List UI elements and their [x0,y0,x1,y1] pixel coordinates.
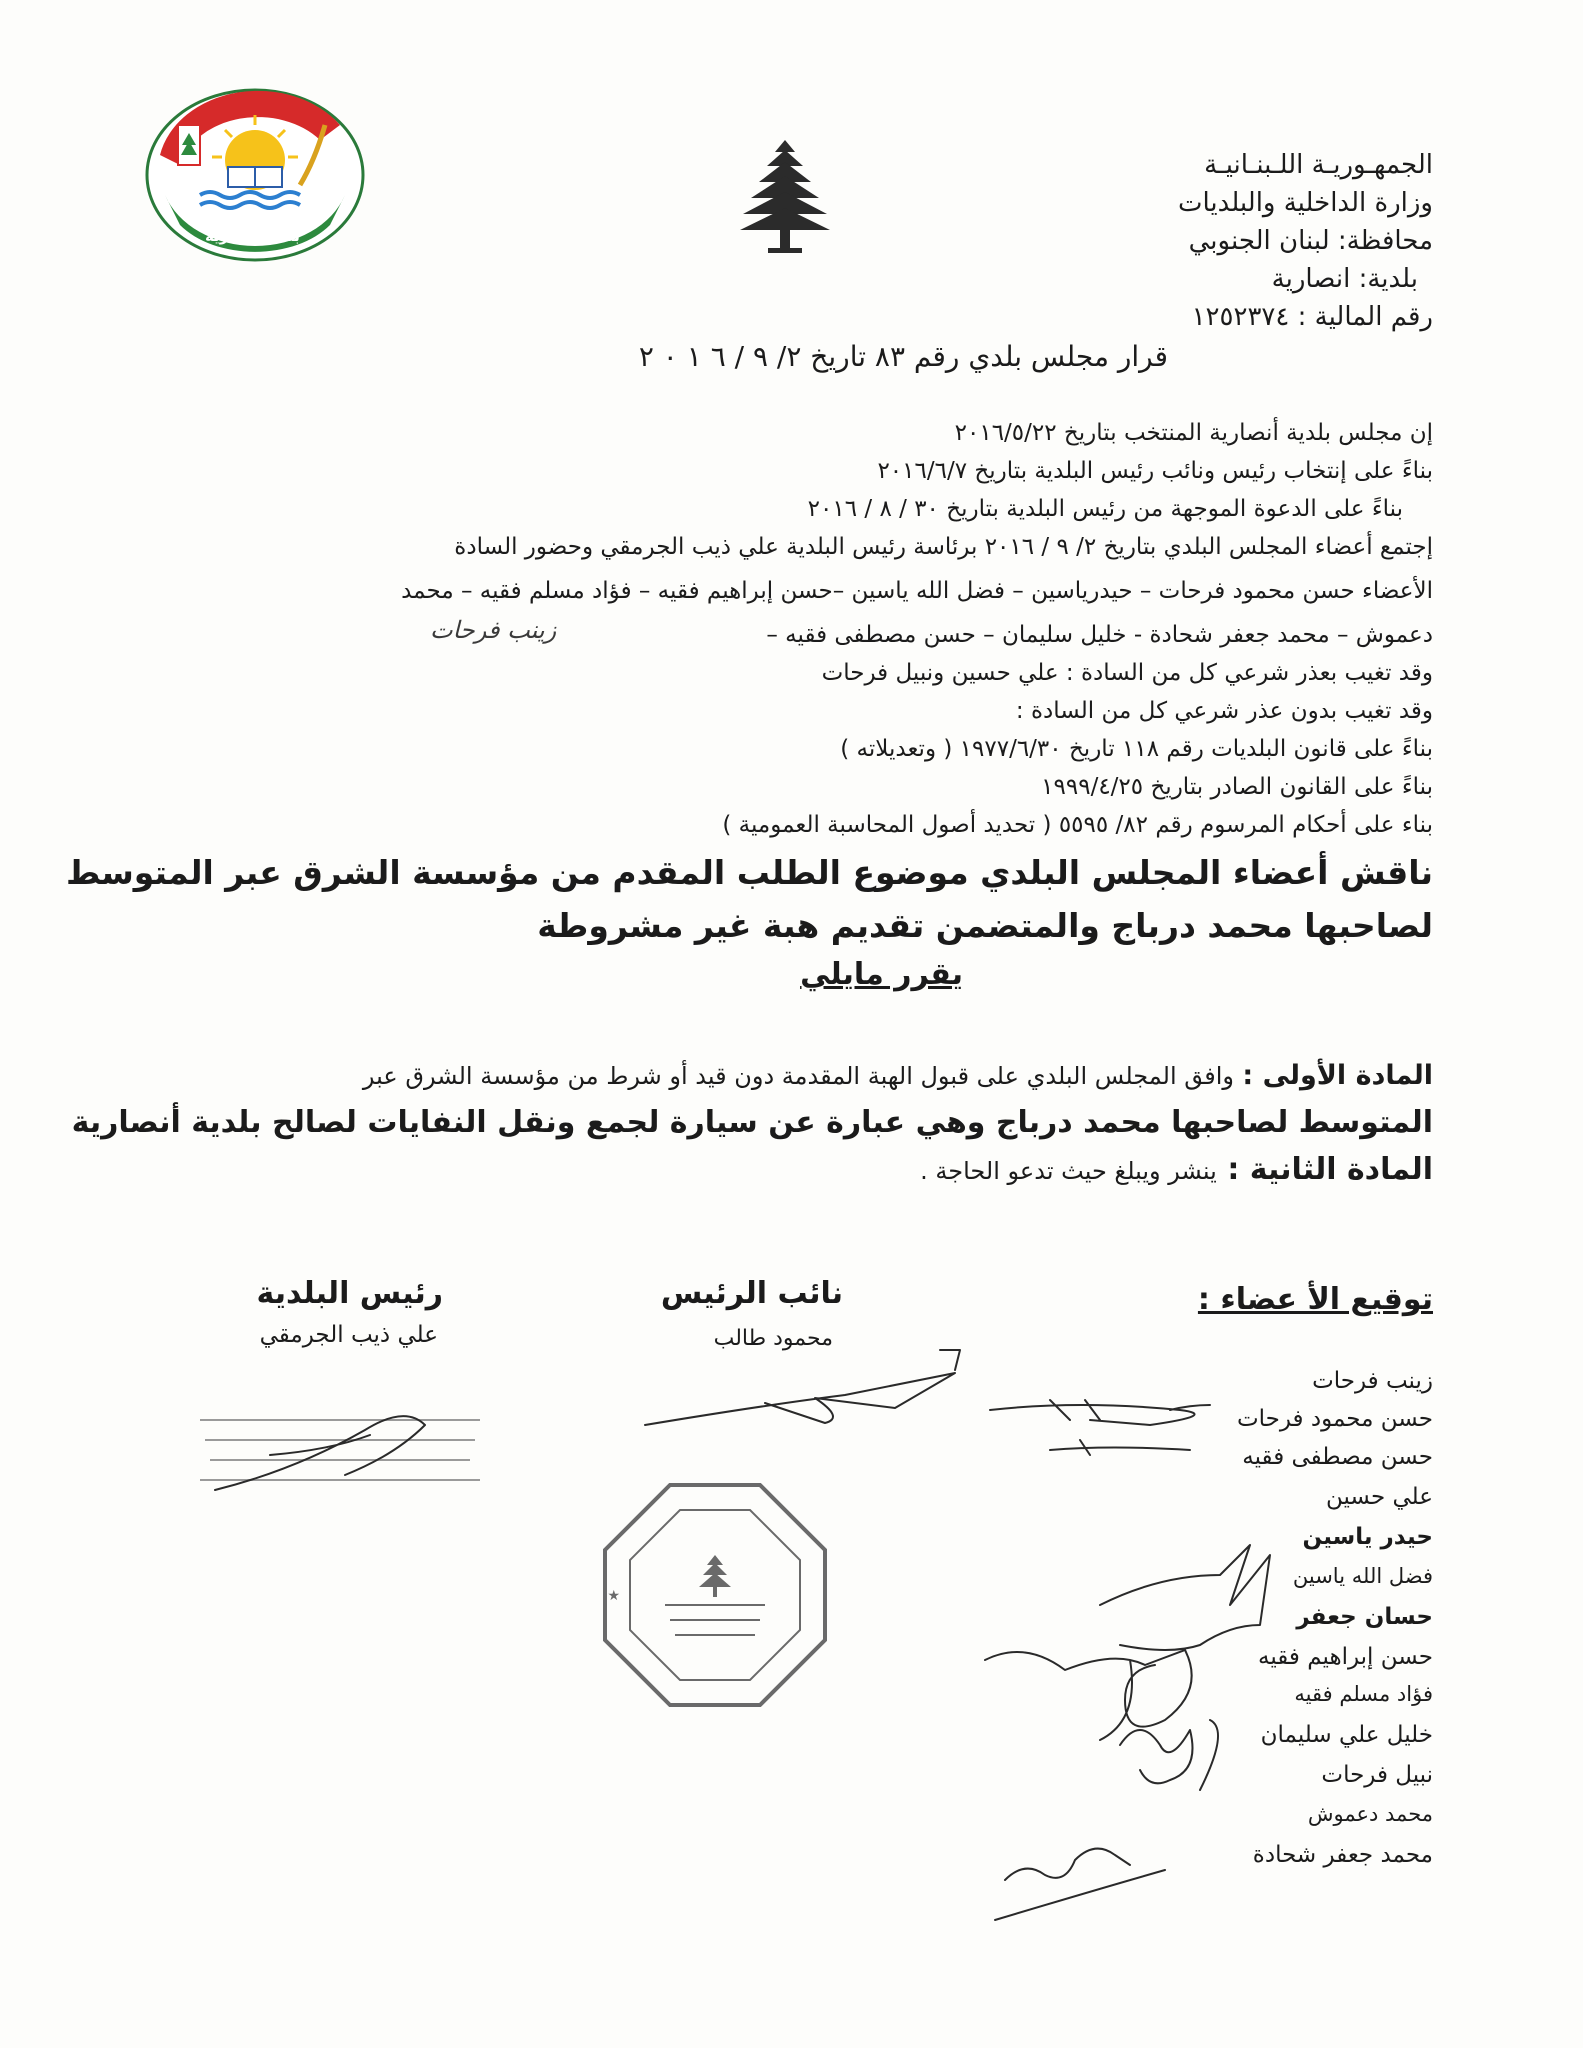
body-line: بناءً على إنتخاب رئيس ونائب رئيس البلدية بتاريخ ٢٠١٦/٦/٧ [877,458,1433,484]
mayor-stamp-signature [200,1420,480,1480]
cedar-icon [740,140,830,255]
vice-president-title: نائب الرئيس [660,1276,843,1311]
member-name: حسن مصطفى فقيه [1242,1444,1433,1470]
header-governorate: محافظة: لبنان الجنوبي [1188,226,1433,256]
body-line: الأعضاء حسن محمود فرحات – حيدرياسين – فضل الله ياسين –حسن إبراهيم فقيه – فؤاد مسلم فقيه – محمد [401,578,1433,604]
member-name: فؤاد مسلم فقيه [1294,1682,1433,1706]
body-line: بناءً على قانون البلديات رقم ١١٨ تاريخ ١٩٧٧/٦/٣٠ ( وتعديلاته ) [840,736,1433,762]
body-line: إجتمع أعضاء المجلس البلدي بتاريخ ٢/ ٩ / ٢٠١٦ برئاسة رئيس البلدية علي ذيب الجرمقي وحضور السادة [454,534,1433,560]
header-finance-number: رقم المالية : ١٢٥٢٣٧٤ [1191,302,1433,332]
mayor-name: علي ذيب الجرمقي [259,1322,438,1348]
vice-president-signature [645,1350,960,1425]
body-line: وقد تغيب بدون عذر شرعي كل من السادة : [1015,698,1433,724]
official-stamp [605,1485,825,1705]
header-municipality: بلدية: انصارية [1271,264,1418,294]
article-text: ينشر ويبلغ حيث تدعو الحاجة . [920,1157,1217,1185]
vice-president-name: محمود طالب [713,1326,833,1351]
mayor-title: رئيس البلدية [256,1276,443,1311]
logo-text: بلدية أنصارية [205,227,300,245]
member-signature [1050,1440,1190,1455]
article-label: المادة الأولى : [1242,1060,1433,1091]
body-line: دعموش – محمد جعفر شحادة - خليل سليمان – حسن مصطفى فقيه – [766,622,1433,648]
header-ministry: وزارة الداخلية والبلديات [1178,188,1433,218]
member-name: حيدر ياسين [1302,1524,1433,1550]
decision-title: قرار مجلس بلدي رقم ٨٣ تاريخ ٢/ ٩ / ٦ ١ ٠ ٢ [638,340,1168,373]
member-name: فضل الله ياسين [1292,1564,1433,1588]
member-name: علي حسين [1325,1484,1433,1510]
article-one-continued: المتوسط لصاحبها محمد درباج وهي عبارة عن سيارة لجمع ونقل النفايات لصالح بلدية أنصارية [71,1105,1433,1140]
discussion-line: ناقش أعضاء المجلس البلدي موضوع الطلب المقدم من مؤسسة الشرق عبر المتوسط [66,853,1433,892]
member-signature [1100,1545,1270,1650]
municipality-logo [140,85,370,265]
header-republic: الجمهـوريـة اللـبنـانيـة [1204,150,1433,180]
decision-heading: يقرر مايلي [800,957,963,992]
member-signature [1120,1720,1218,1790]
member-name: محمد دعموش [1307,1802,1433,1826]
body-line: بناء على أحكام المرسوم رقم ٨٢/ ٥٥٩٥ ( تحديد أصول المحاسبة العمومية ) [722,812,1433,838]
members-heading: توقيع الأ عضاء : [1197,1282,1433,1317]
body-line: إن مجلس بلدية أنصارية المنتخب بتاريخ ٢٠١٦/٥/٢٢ [954,420,1433,446]
body-line: وقد تغيب بعذر شرعي كل من السادة : علي حسين ونبيل فرحات [821,660,1433,686]
member-name: حسان جعفر [1296,1604,1433,1630]
mayor-signature [215,1416,425,1490]
member-name: حسن إبراهيم فقيه [1257,1644,1433,1670]
member-name: نبيل فرحات [1321,1762,1433,1788]
body-line: بناءً على القانون الصادر بتاريخ ١٩٩٩/٤/٢٥ [1041,774,1433,800]
article-text: وافق المجلس البلدي على قبول الهبة المقدمة دون قيد أو شرط من مؤسسة الشرق عبر [362,1062,1235,1090]
member-name: زينب فرحات [1312,1368,1433,1394]
member-name: خليل علي سليمان [1260,1722,1433,1748]
member-signature [985,1650,1192,1740]
body-line: بناءً على الدعوة الموجهة من رئيس البلدية بتاريخ ٣٠ / ٨ / ٢٠١٦ [807,496,1403,522]
svg-text:★: ★ [607,1588,620,1604]
member-signature [990,1400,1210,1425]
discussion-line: لصاحبها محمد درباج والمتضمن تقديم هبة غير مشروطة [537,906,1433,945]
member-name: حسن محمود فرحات [1236,1406,1433,1432]
article-one [363,1060,1433,1091]
handwritten-insert: زينب فرحات [430,616,557,644]
member-name: محمد جعفر شحادة [1252,1842,1433,1868]
article-two [920,1152,1433,1187]
member-signature [995,1849,1165,1920]
article-label: المادة الثانية : [1227,1152,1433,1187]
